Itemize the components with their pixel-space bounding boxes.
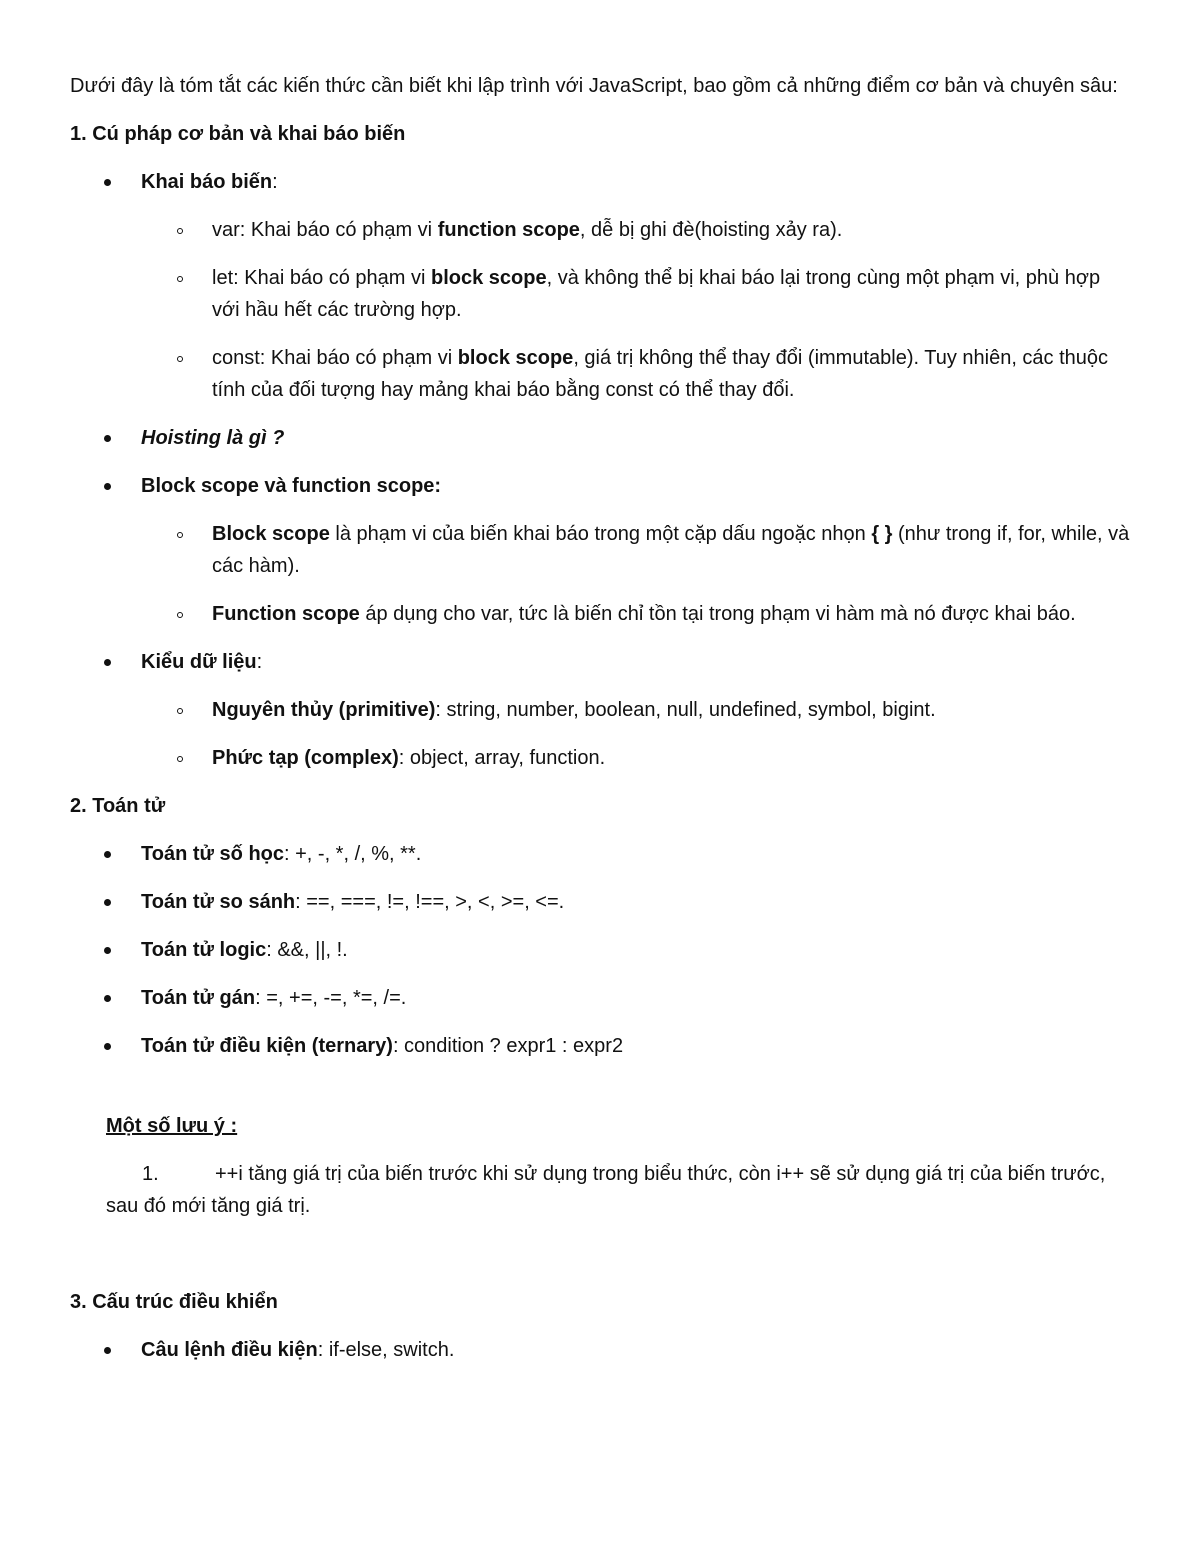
bullet-icon [104, 179, 111, 186]
sublist-item-function-scope [141, 598, 1130, 630]
circle-bullet-icon [177, 532, 183, 538]
item-bold: Câu lệnh điều kiện [141, 1339, 318, 1361]
note-number: 1. [142, 1163, 159, 1185]
bullet-icon [104, 899, 111, 906]
circle-bullet-icon [177, 356, 183, 362]
list-item [70, 982, 1130, 1014]
section-3-list [70, 1334, 1130, 1366]
item-bold: Toán tử số học [141, 843, 284, 865]
item-tail: : [272, 171, 278, 193]
document-page [70, 70, 1130, 1382]
bullet-icon [104, 995, 111, 1002]
item-text: const: Khai báo có phạm vi [212, 347, 458, 369]
circle-bullet-icon [177, 612, 183, 618]
khai-bao-sublist [141, 214, 1130, 406]
sublist-item-const [141, 342, 1130, 406]
sublist-item-var [141, 214, 1130, 246]
circle-bullet-icon [177, 276, 183, 282]
item-bold: Function scope [212, 603, 360, 625]
list-item [70, 886, 1130, 918]
sublist-item-block-scope [141, 518, 1130, 582]
note-item [106, 1158, 1130, 1222]
bullet-icon [104, 1347, 111, 1354]
bullet-icon [104, 435, 111, 442]
item-bold: function scope [437, 219, 580, 241]
circle-bullet-icon [177, 228, 183, 234]
note-text: ++i tăng giá trị của biến trước khi sử dụng trong biểu thức, còn i++ sẽ sử dụng giá trị của biến trước, sau đó mới tăng giá trị. [106, 1163, 1106, 1217]
item-text: : string, number, boolean, null, undefined, symbol, bigint. [435, 699, 936, 721]
item-bold: Toán tử so sánh [141, 891, 296, 913]
section-2-heading: 2. Toán tử [70, 795, 166, 817]
section-3-heading: 3. Cấu trúc điều khiển [70, 1291, 278, 1313]
sublist-item-let [141, 262, 1130, 326]
item-bold: Toán tử gán [141, 987, 256, 1009]
item-bold: block scope [431, 267, 547, 289]
item-text: : &&, ||, !. [266, 939, 348, 961]
circle-bullet-icon [177, 708, 183, 714]
item-text: (như trong if, for, while, và các hàm). [212, 523, 1130, 577]
item-text: là phạm vi của biến khai báo trong một cặp dấu ngoặc nhọn [329, 523, 872, 545]
item-text: : +, -, *, /, %, **. [284, 843, 422, 865]
list-item-hoisting [70, 422, 1130, 454]
list-item [70, 838, 1130, 870]
item-text: var: Khai báo có phạm vi [212, 219, 438, 241]
bullet-icon [104, 1043, 111, 1050]
sublist-item-complex [141, 742, 1130, 774]
item-text: , và không thể bị khai báo lại trong cùng một phạm vi, phù hợp với hầu hết các trường hợp. [212, 267, 1101, 321]
list-item-kieu-du-lieu [70, 646, 1130, 774]
list-item [70, 934, 1130, 966]
item-text: , dễ bị ghi đè(hoisting xảy ra). [579, 219, 843, 241]
item-text: : condition ? expr1 : expr2 [392, 1035, 624, 1057]
item-bold: Nguyên thủy (primitive) [212, 699, 436, 721]
section-1-list [70, 166, 1130, 774]
list-item [70, 1334, 1130, 1366]
list-item-khai-bao-bien [70, 166, 1130, 406]
item-text: : ==, ===, !=, !==, >, <, >=, <=. [295, 891, 565, 913]
item-label: Khai báo biến [141, 171, 273, 193]
item-text: : if-else, switch. [317, 1339, 455, 1361]
item-text: let: Khai báo có phạm vi [212, 267, 432, 289]
item-bold: block scope [457, 347, 574, 369]
item-label: Block scope và function scope: [141, 475, 442, 497]
item-text: áp dụng cho var, tức là biến chỉ tồn tại trong phạm vi hàm mà nó được khai báo. [359, 603, 1076, 625]
item-label: Kiểu dữ liệu [141, 651, 257, 673]
section-1-heading: 1. Cú pháp cơ bản và khai báo biến [70, 123, 406, 145]
item-bold: Block scope [212, 523, 330, 545]
item-label: Hoisting là gì ? [141, 427, 285, 449]
section-2-list [70, 838, 1130, 1062]
item-text: , giá trị không thể thay đổi (immutable). Tuy nhiên, các thuộc tính của đối tượng hay mảng khai báo bằng const có thể thay đổi. [212, 347, 1109, 401]
intro-paragraph: Dưới đây là tóm tắt các kiến thức cần biết khi lập trình với JavaScript, bao gồm cả những điểm cơ bản và chuyên sâu: [70, 75, 1118, 97]
bullet-icon [104, 851, 111, 858]
notes-title: Một số lưu ý : [106, 1115, 238, 1137]
kieu-du-lieu-sublist [141, 694, 1130, 774]
list-item-scope [70, 470, 1130, 630]
bullet-icon [104, 483, 111, 490]
item-tail: : [256, 651, 263, 673]
bullet-icon [104, 947, 111, 954]
item-bold: Phức tạp (complex) [212, 747, 399, 769]
scope-sublist [141, 518, 1130, 630]
circle-bullet-icon [177, 756, 183, 762]
item-text: : =, +=, -=, *=, /=. [255, 987, 407, 1009]
list-item [70, 1030, 1130, 1062]
sublist-item-primitive [141, 694, 1130, 726]
item-text: : object, array, function. [398, 747, 606, 769]
item-bold: Toán tử điều kiện (ternary) [141, 1035, 393, 1057]
bullet-icon [104, 659, 111, 666]
notes-block [70, 1110, 1130, 1222]
item-bold: Toán tử logic [141, 939, 267, 961]
item-bold: { } [871, 523, 893, 545]
